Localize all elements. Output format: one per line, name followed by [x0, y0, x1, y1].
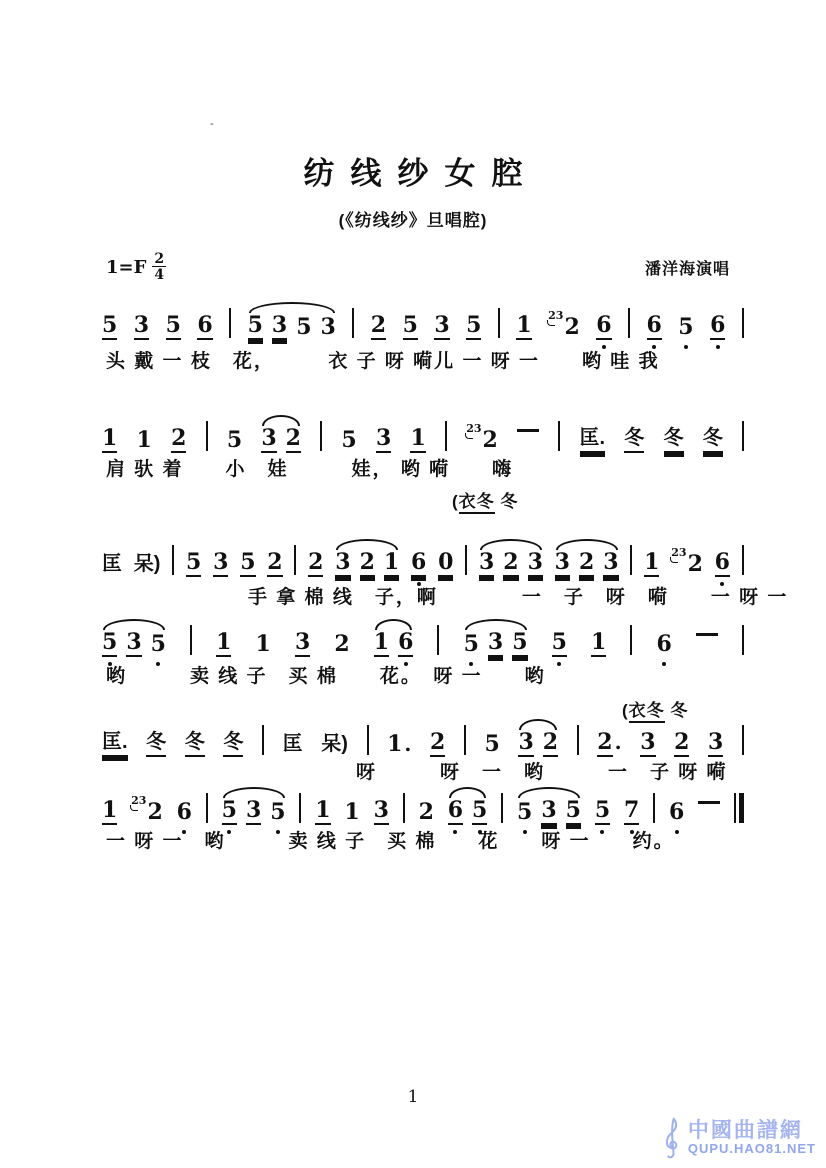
note-digit: 5	[466, 312, 482, 338]
jianpu-note	[657, 633, 672, 657]
jianpu-note	[503, 551, 518, 577]
note-digit: 2	[578, 549, 595, 575]
barline	[403, 793, 405, 823]
percussion-syllable: 冬	[624, 428, 644, 453]
note-digit: 3	[271, 312, 288, 338]
percussion-syllable: 呆)	[321, 733, 348, 755]
note-digit: 6	[646, 312, 662, 338]
sub-lyric-underlined: 衣冬	[629, 701, 665, 723]
jianpu-note	[466, 421, 498, 453]
note-digit: 5	[463, 631, 479, 657]
notation-line-6	[102, 785, 744, 825]
jianpu-note	[267, 551, 282, 577]
percussion-syllable: 冬	[185, 732, 205, 757]
jianpu-note	[512, 631, 527, 657]
note-digit: 5	[402, 312, 418, 338]
note-digit: 6	[710, 312, 726, 338]
jianpu-note	[134, 314, 149, 340]
note-digit: 3	[478, 549, 495, 575]
note-digit: 6	[398, 629, 414, 655]
note-digit: 3	[320, 314, 336, 340]
sub-lyric-underlined: 衣冬	[459, 492, 495, 514]
barline	[742, 545, 744, 575]
jianpu-note	[644, 551, 659, 577]
augmentation-dot: .	[614, 730, 622, 754]
barline	[742, 725, 744, 755]
jianpu-note	[591, 631, 606, 657]
jianpu-note	[335, 551, 350, 577]
note-digit: 3	[487, 629, 504, 655]
jianpu-note	[485, 733, 500, 757]
jianpu-note	[334, 633, 349, 657]
note-digit: 2	[171, 425, 187, 451]
barline	[742, 625, 744, 655]
jianpu-note	[197, 314, 212, 340]
jianpu-note	[151, 633, 166, 657]
jianpu-note	[387, 733, 411, 757]
note-digit: 1	[255, 631, 271, 657]
performer-credit: 潘洋海演唱	[645, 261, 731, 278]
note-digit: 3	[294, 629, 311, 655]
note-digit: 1	[344, 799, 360, 825]
jianpu-note	[597, 731, 621, 757]
note-digit: 2	[542, 729, 559, 755]
note-digit: 1	[102, 797, 118, 823]
note-digit: 6	[197, 312, 213, 338]
note-digit: 2	[334, 631, 350, 657]
slur-group	[222, 787, 286, 825]
jianpu-note	[137, 429, 152, 453]
jianpu-note	[715, 551, 730, 577]
low-octave-dot	[557, 662, 561, 666]
note-digit: 5	[240, 549, 256, 575]
note-digit: 2	[418, 799, 434, 825]
note-digit: 5	[165, 312, 181, 338]
note-digit: 2	[285, 425, 301, 451]
note-digit: 2	[359, 549, 375, 575]
jianpu-note	[360, 551, 375, 577]
note-digit: 2	[597, 729, 613, 755]
slur-group	[248, 302, 336, 340]
note-digit: 6	[447, 797, 464, 823]
jianpu-note	[126, 631, 141, 657]
note-digit: 1	[516, 312, 532, 338]
barline	[630, 625, 632, 655]
notation-line-3	[102, 537, 744, 577]
lyrics-line-5: 呀 呀 一 哟 一 子 呀 嗬	[356, 762, 728, 783]
jianpu-note	[341, 429, 356, 453]
jianpu-note	[256, 633, 271, 657]
jianpu-note	[102, 631, 117, 657]
jianpu-note	[434, 314, 449, 340]
slur-group	[335, 539, 399, 577]
barline	[294, 545, 296, 575]
note-digit: 5	[102, 629, 118, 655]
barline	[630, 545, 632, 575]
note-digit: 6	[596, 312, 612, 338]
note-digit: 3	[126, 629, 142, 655]
jianpu-note	[296, 316, 311, 340]
jianpu-note	[466, 314, 481, 340]
barline	[229, 308, 231, 338]
jianpu-note	[213, 551, 228, 577]
jianpu-note	[398, 631, 413, 657]
note-digit: 5	[551, 629, 567, 655]
jianpu-note	[543, 731, 558, 757]
note-digit: 5	[221, 797, 237, 823]
jianpu-note	[517, 801, 532, 825]
jianpu-note	[216, 631, 231, 657]
note-digit: 1	[591, 629, 607, 655]
lyrics-line-3: 手 拿 棉 线 子，啊 一 子 呀 嗬 一 呀 一	[248, 587, 789, 608]
note-digit: 1	[373, 629, 390, 655]
note-digit: 3	[133, 312, 150, 338]
jianpu-note	[647, 314, 662, 340]
augmentation-dot: .	[404, 732, 412, 756]
note-digit: 3	[603, 549, 619, 575]
note-digit: 3	[434, 312, 450, 338]
lyrics-line-6: 一 呀 一 哟 卖 线 子 买 棉 花 呀 一 约。	[106, 831, 675, 852]
barline	[577, 725, 579, 755]
notation-line-5	[102, 717, 744, 757]
jianpu-note	[344, 801, 359, 825]
jianpu-note	[464, 633, 479, 657]
duration-dash	[517, 429, 539, 432]
low-octave-dot	[662, 662, 666, 666]
time-signature-numerator: 2	[154, 251, 165, 267]
jianpu-note	[552, 631, 567, 657]
jianpu-note	[595, 799, 610, 825]
jianpu-note	[177, 801, 192, 825]
jianpu-note	[708, 731, 723, 757]
page-subtitle: (《纺线纱》旦唱腔)	[338, 211, 488, 230]
jianpu-note	[371, 314, 386, 340]
note-digit: 5	[296, 314, 312, 340]
jianpu-note	[579, 551, 594, 577]
jianpu-note	[438, 551, 453, 577]
note-digit: 5	[186, 549, 202, 575]
note-digit: 2	[147, 799, 163, 825]
site-watermark	[660, 1116, 816, 1160]
barline	[190, 625, 192, 655]
note-digit: 5	[565, 797, 581, 823]
jianpu-note	[518, 731, 533, 757]
jianpu-note	[710, 314, 725, 340]
note-digit: 1	[644, 549, 660, 575]
low-octave-dot	[716, 345, 720, 349]
note-digit: 2	[267, 549, 283, 575]
note-digit: 3	[527, 549, 543, 575]
jianpu-note	[102, 799, 117, 825]
note-digit: 2	[430, 729, 446, 755]
percussion-syllable: 呆)	[133, 553, 161, 575]
note-digit: 1	[410, 425, 426, 451]
barline	[320, 421, 322, 451]
slur-group	[517, 787, 581, 825]
jianpu-note	[640, 731, 655, 757]
page-number: 1	[407, 1087, 419, 1107]
jianpu-note	[376, 427, 391, 453]
note-digit: 5	[270, 799, 286, 825]
note-digit: 5	[678, 314, 694, 340]
barline	[172, 545, 174, 575]
jianpu-note	[374, 631, 389, 657]
percussion-syllable: 冬	[664, 428, 684, 453]
note-digit: 3	[708, 729, 724, 755]
sub-lyric-tail: 冬	[494, 492, 519, 511]
time-signature-denominator: 4	[154, 267, 165, 283]
jianpu-note	[548, 308, 580, 340]
note-digit: 1	[387, 731, 403, 757]
time-signature	[152, 252, 166, 282]
jianpu-note	[472, 799, 487, 825]
jianpu-note	[171, 427, 186, 453]
barline	[206, 421, 208, 451]
note-digit: 3	[518, 729, 534, 755]
jianpu-note	[248, 314, 263, 340]
note-digit: 5	[517, 799, 533, 825]
note-digit: 1	[136, 427, 152, 453]
barline	[464, 725, 466, 755]
duration-dash	[696, 633, 718, 636]
page-title: 纺线纱女腔	[303, 156, 539, 191]
note-digit: 3	[640, 729, 656, 755]
note-digit: 5	[150, 631, 166, 657]
lyrics-line-1: 头 戴 一 枝 花， 衣 子 呀 嗬儿 一 呀 一 哟 哇 我	[106, 351, 660, 372]
jianpu-note	[671, 545, 703, 577]
note-digit: 2	[370, 312, 387, 338]
jianpu-note	[272, 314, 287, 340]
jianpu-note	[286, 427, 301, 453]
note-digit: 3	[554, 549, 570, 575]
jianpu-note	[674, 731, 689, 757]
note-digit: 5	[594, 797, 611, 823]
jianpu-note	[240, 551, 255, 577]
jianpu-note	[596, 314, 611, 340]
jianpu-note	[295, 631, 310, 657]
slur-group	[448, 787, 488, 825]
grace-notes: 23	[131, 793, 147, 807]
note-digit: 6	[668, 799, 685, 825]
jianpu-note	[131, 793, 163, 825]
notation-line-1	[102, 300, 744, 340]
barline	[501, 793, 503, 823]
note-digit: 1	[315, 797, 331, 823]
jianpu-note	[321, 316, 336, 340]
note-digit: 3	[213, 549, 229, 575]
jianpu-note	[374, 799, 389, 825]
jianpu-note	[528, 551, 543, 577]
note-digit: 2	[482, 427, 498, 453]
watermark-site-url: QUPU.HAO81.NET	[687, 1141, 816, 1157]
low-octave-dot	[684, 345, 688, 349]
note-digit: 0	[438, 549, 454, 575]
barline	[742, 308, 744, 338]
note-digit: 5	[226, 427, 243, 453]
note-digit: 3	[335, 549, 351, 575]
jianpu-note	[541, 799, 556, 825]
note-digit: 7	[623, 797, 640, 823]
barline	[653, 793, 655, 823]
jianpu-note	[222, 799, 237, 825]
jianpu-note	[384, 551, 399, 577]
note-digit: 3	[375, 425, 392, 451]
lyrics-line-2: 肩 驮 着 小 娃 娃， 哟 嗬 嗨	[106, 459, 514, 480]
note-digit: 2	[308, 549, 324, 575]
notation-line-2	[102, 413, 744, 453]
slur-group	[479, 539, 543, 577]
key-signature	[106, 252, 166, 282]
note-digit: 3	[261, 425, 277, 451]
note-digit: 1	[102, 425, 118, 451]
jianpu-note	[270, 801, 285, 825]
barline	[445, 421, 447, 451]
jianpu-note	[678, 316, 693, 340]
final-barline	[734, 793, 744, 823]
note-digit: 5	[341, 427, 357, 453]
barline	[437, 625, 439, 655]
note-digit: 2	[674, 729, 690, 755]
note-digit: 6	[410, 549, 427, 575]
note-digit: 2	[564, 314, 580, 340]
barline	[628, 308, 630, 338]
slur-group	[464, 619, 528, 657]
note-digit: 6	[176, 799, 192, 825]
slur-group	[555, 539, 619, 577]
note-digit: 2	[687, 551, 703, 577]
jianpu-note	[603, 551, 618, 577]
jianpu-note	[315, 799, 330, 825]
notation-line-4	[102, 617, 744, 657]
grace-notes: 23	[548, 308, 564, 322]
slur-group	[261, 415, 301, 453]
sub-lyric-open-paren: (	[622, 701, 629, 720]
jianpu-note	[419, 801, 434, 825]
sub-lyric-tail: 冬	[664, 701, 689, 720]
jianpu-note	[166, 314, 181, 340]
note-digit: 1	[383, 549, 400, 575]
final-barline-thin	[734, 793, 736, 823]
note-digit: 5	[472, 797, 488, 823]
percussion-syllable: 匡.	[580, 428, 606, 453]
watermark-site-name: 中國曲譜網	[687, 1119, 803, 1143]
barline	[352, 308, 354, 338]
barline	[299, 793, 301, 823]
treble-clef-icon	[660, 1116, 682, 1160]
note-digit: 5	[102, 312, 118, 338]
lyrics-line-4: 哟 卖 线 子 买 棉 花。 呀 一 哟	[106, 666, 546, 687]
jianpu-note	[403, 314, 418, 340]
jianpu-note	[430, 731, 445, 757]
note-digit: 5	[484, 731, 500, 757]
note-digit: 3	[373, 797, 389, 823]
note-digit: 6	[714, 549, 730, 575]
percussion-syllable: 冬	[703, 428, 723, 453]
barline	[465, 545, 467, 575]
jianpu-note	[448, 799, 463, 825]
low-octave-dot	[675, 830, 679, 834]
slur-group	[102, 619, 166, 657]
barline	[262, 725, 264, 755]
jianpu-note	[227, 429, 242, 453]
jianpu-note	[555, 551, 570, 577]
barline	[367, 725, 369, 755]
grace-notes: 23	[671, 545, 687, 559]
note-digit: 6	[656, 631, 672, 657]
percussion-sub-lyric-1	[452, 487, 518, 512]
jianpu-note	[566, 799, 581, 825]
note-digit: 5	[247, 312, 263, 338]
note-digit: 1	[216, 629, 232, 655]
jianpu-note	[246, 799, 261, 825]
percussion-syllable: 冬	[146, 732, 166, 757]
watermark-text	[688, 1119, 816, 1156]
jianpu-note	[488, 631, 503, 657]
stray-mark: -	[210, 118, 214, 130]
duration-dash	[698, 801, 720, 804]
percussion-syllable: 冬	[223, 732, 243, 757]
key-label: 1=F	[106, 256, 147, 278]
percussion-syllable: 匡.	[102, 732, 128, 757]
jianpu-note	[516, 314, 531, 340]
grace-notes: 23	[466, 421, 482, 435]
slur-group	[374, 619, 414, 657]
percussion-syllable: 匡	[282, 733, 303, 755]
jianpu-note	[102, 427, 117, 453]
final-barline-thick	[739, 793, 744, 823]
slur-group	[518, 719, 558, 757]
jianpu-note	[479, 551, 494, 577]
note-digit: 3	[541, 797, 557, 823]
barline	[498, 308, 500, 338]
note-digit: 3	[245, 797, 262, 823]
jianpu-note	[669, 801, 684, 825]
jianpu-note	[102, 314, 117, 340]
note-digit: 5	[512, 629, 528, 655]
jianpu-note	[411, 551, 426, 577]
sub-lyric-open-paren: (	[452, 492, 459, 511]
jianpu-note	[186, 551, 201, 577]
jianpu-note	[410, 427, 425, 453]
barline	[206, 793, 208, 823]
barline	[558, 421, 560, 451]
jianpu-note	[261, 427, 276, 453]
barline	[742, 421, 744, 451]
jianpu-note	[624, 799, 639, 825]
percussion-syllable: 匡	[102, 553, 122, 575]
note-digit: 2	[503, 549, 519, 575]
jianpu-note	[308, 551, 323, 577]
